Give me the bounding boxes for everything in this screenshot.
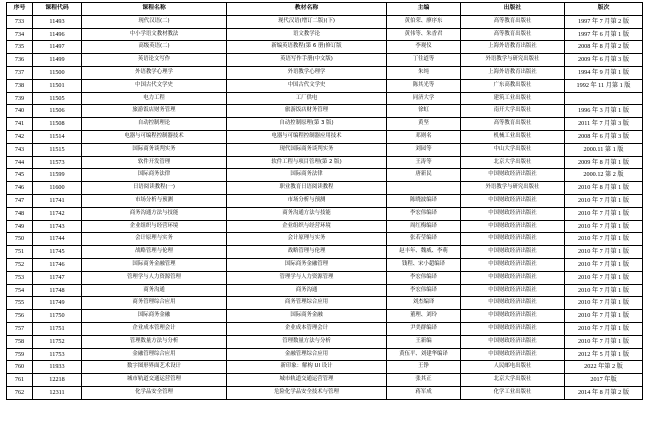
course-name-cell: 英语论文写作 — [82, 54, 227, 67]
edition-cell: 2022 年第 2 版 — [565, 361, 643, 374]
table-row — [7, 374, 643, 387]
course-code-cell: 11501 — [33, 79, 82, 92]
course-code-cell: 11753 — [33, 348, 82, 361]
editor-cell: 尹美群编译 — [387, 322, 461, 335]
edition-cell: 2010 年 7 月第 1 版 — [565, 271, 643, 284]
table-row — [7, 54, 643, 67]
publisher-cell: 高等教育出版社 — [461, 15, 565, 28]
editor-cell: 刘园等 — [387, 143, 461, 156]
course-code-cell: 11600 — [33, 182, 82, 195]
editor-cell: 徐虹 — [387, 105, 461, 118]
editor-cell: 蒋军成 — [387, 386, 461, 399]
index-cell: 755 — [7, 297, 33, 310]
edition-cell: 2009 年 6 月第 3 版 — [565, 54, 643, 67]
course-code-cell: 11745 — [33, 246, 82, 259]
publisher-cell: 人民邮电出版社 — [461, 361, 565, 374]
table-row — [7, 66, 643, 79]
table-row — [7, 118, 643, 131]
edition-cell: 1997 年 7 月第 2 版 — [565, 15, 643, 28]
index-cell: 760 — [7, 361, 33, 374]
editor-cell: 李宏伟编译 — [387, 271, 461, 284]
course-code-cell: 11743 — [33, 220, 82, 233]
index-cell: 747 — [7, 194, 33, 207]
edition-cell: 2009 年 8 月第 1 版 — [565, 156, 643, 169]
textbook-name-cell: 金融管理综合应用 — [227, 348, 387, 361]
editor-cell: 王新编 — [387, 335, 461, 348]
table-row — [7, 182, 643, 195]
publisher-cell: 中国财政经济出版社 — [461, 169, 565, 182]
course-code-cell: 12311 — [33, 386, 82, 399]
course-code-cell: 11514 — [33, 130, 82, 143]
edition-cell: 2012 年 5 月第 1 版 — [565, 348, 643, 361]
textbook-name-cell: 中国古代文学史 — [227, 79, 387, 92]
table-row — [7, 41, 643, 54]
table-row — [7, 194, 643, 207]
header-index: 序号 — [7, 3, 33, 16]
index-cell: 746 — [7, 182, 33, 195]
textbook-name-cell: 管理数量方法与分析 — [227, 335, 387, 348]
index-cell: 736 — [7, 54, 33, 67]
index-cell: 739 — [7, 92, 33, 105]
course-code-cell: 11749 — [33, 297, 82, 310]
table-body — [7, 15, 643, 399]
course-name-cell: 城市轨道交通运营管理 — [82, 374, 227, 387]
edition-cell: 2010 年 7 月第 1 版 — [565, 310, 643, 323]
textbook-name-cell: 国际商务金融管理 — [227, 258, 387, 271]
edition-cell: 1996 年 3 月第 1 版 — [565, 105, 643, 118]
publisher-cell: 北京大学出版社 — [461, 374, 565, 387]
header-textbook-name: 教材名称 — [227, 3, 387, 16]
index-cell: 758 — [7, 335, 33, 348]
course-name-cell: 化学品安全管理 — [82, 386, 227, 399]
publisher-cell: 中国财政经济出版社 — [461, 297, 565, 310]
publisher-cell: 中山大学出版社 — [461, 143, 565, 156]
course-code-cell: 11515 — [33, 143, 82, 156]
course-name-cell: 日语阅读教程(一) — [82, 182, 227, 195]
course-name-cell: 电器与可编程控制器技术 — [82, 130, 227, 143]
textbook-name-cell: 语文教学论 — [227, 28, 387, 41]
publisher-cell: 上海外语教育出版社 — [461, 41, 565, 54]
textbook-name-cell: 英语写作手册(中文版) — [227, 54, 387, 67]
index-cell: 742 — [7, 130, 33, 143]
textbook-name-cell: 城市轨道交通运营管理 — [227, 374, 387, 387]
publisher-cell: 中国财政经济出版社 — [461, 284, 565, 297]
index-cell: 762 — [7, 386, 33, 399]
publisher-cell: 广东高教出版社 — [461, 79, 565, 92]
table-row — [7, 284, 643, 297]
course-name-cell: 外语教学心理学 — [82, 66, 227, 79]
table-row — [7, 169, 643, 182]
editor-cell: 董理、刘玲 — [387, 310, 461, 323]
edition-cell: 2010 年 8 月第 1 版 — [565, 182, 643, 195]
table-row — [7, 220, 643, 233]
table-row — [7, 386, 643, 399]
editor-cell: 黄伯荣、廖序东 — [387, 15, 461, 28]
course-code-cell: 12218 — [33, 374, 82, 387]
edition-cell: 2000.12 第 2 版 — [565, 169, 643, 182]
editor-cell: 陈其光等 — [387, 79, 461, 92]
course-name-cell: 战略管理与伦理 — [82, 246, 227, 259]
edition-cell: 2017 年版 — [565, 374, 643, 387]
publisher-cell: 中国财政经济出版社 — [461, 246, 565, 259]
publisher-cell: 中国财政经济出版社 — [461, 194, 565, 207]
course-code-cell: 11497 — [33, 41, 82, 54]
course-name-cell: 电力工程 — [82, 92, 227, 105]
textbook-name-cell: 战略管理与伦理 — [227, 246, 387, 259]
textbook-name-cell: 市场分析与预测 — [227, 194, 387, 207]
edition-cell: 1997 年 6 月第 1 版 — [565, 28, 643, 41]
textbook-name-cell: 企业成本管理会计 — [227, 322, 387, 335]
index-cell: 761 — [7, 374, 33, 387]
edition-cell: 2010 年 7 月第 1 版 — [565, 246, 643, 259]
publisher-cell: 中国财政经济出版社 — [461, 348, 565, 361]
textbook-name-cell: 企业组织与经营环境 — [227, 220, 387, 233]
index-cell: 757 — [7, 322, 33, 335]
header-course-code: 课程代码 — [33, 3, 82, 16]
publisher-cell: 中国财政经济出版社 — [461, 207, 565, 220]
course-code-cell: 11493 — [33, 15, 82, 28]
course-name-cell: 国际商务法律 — [82, 169, 227, 182]
index-cell: 743 — [7, 143, 33, 156]
table-row — [7, 156, 643, 169]
editor-cell: 赵丰年、魏威、李萌 — [387, 246, 461, 259]
editor-cell: 钱程、宋小超编译 — [387, 258, 461, 271]
course-name-cell: 商务沟通 — [82, 284, 227, 297]
textbook-name-cell: 电器与可编程控制器应用技术 — [227, 130, 387, 143]
course-name-cell: 高级英语(二) — [82, 41, 227, 54]
index-cell: 753 — [7, 271, 33, 284]
publisher-cell: 中国财政经济出版社 — [461, 310, 565, 323]
edition-cell: 2010 年 7 月第 1 版 — [565, 194, 643, 207]
textbook-name-cell: 商务管理综合应用 — [227, 297, 387, 310]
editor-cell: 李宏伟编译 — [387, 284, 461, 297]
table-row — [7, 297, 643, 310]
table-row — [7, 28, 643, 41]
publisher-cell: 中国财政经济出版社 — [461, 322, 565, 335]
edition-cell: 2010 年 7 月第 1 版 — [565, 233, 643, 246]
publisher-cell: 化学工业出版社 — [461, 386, 565, 399]
textbook-name-cell: 外语教学心理学 — [227, 66, 387, 79]
header-course-name: 课程名称 — [82, 3, 227, 16]
edition-cell: 2010 年 7 月第 1 版 — [565, 258, 643, 271]
textbook-name-cell: 旅游饭店财务管理 — [227, 105, 387, 118]
course-name-cell: 市场分析与预测 — [82, 194, 227, 207]
index-cell: 741 — [7, 118, 33, 131]
textbook-name-cell: 商务沟通 — [227, 284, 387, 297]
course-name-cell: 软件开发管理 — [82, 156, 227, 169]
publisher-cell: 南开大学出版社 — [461, 105, 565, 118]
course-code-cell: 11496 — [33, 28, 82, 41]
editor-cell: 黄伟等、朱香君 — [387, 28, 461, 41]
course-code-cell: 11599 — [33, 169, 82, 182]
textbook-name-cell: 新印象：解构 UI 设计 — [227, 361, 387, 374]
editor-cell: 陈晓波编译 — [387, 194, 461, 207]
publisher-cell: 建筑工业出版社 — [461, 92, 565, 105]
edition-cell: 2010 年 7 月第 1 版 — [565, 284, 643, 297]
publisher-cell: 外语教学与研究出版社 — [461, 54, 565, 67]
editor-cell: 周红梅编译 — [387, 220, 461, 233]
editor-cell — [387, 182, 461, 195]
course-code-cell: 11506 — [33, 105, 82, 118]
edition-cell: 2010 年 7 月第 1 版 — [565, 297, 643, 310]
table-row — [7, 105, 643, 118]
table-row — [7, 271, 643, 284]
course-code-cell: 11573 — [33, 156, 82, 169]
index-cell: 745 — [7, 169, 33, 182]
publisher-cell: 高等教育出版社 — [461, 118, 565, 131]
editor-cell: 张若莹编译 — [387, 233, 461, 246]
edition-cell: 2010 年 7 月第 1 版 — [565, 220, 643, 233]
course-name-cell: 自动控制理论 — [82, 118, 227, 131]
editor-cell: 黄坚 — [387, 118, 461, 131]
course-code-cell: 11751 — [33, 322, 82, 335]
textbook-name-cell: 职业教育日语阅读教程 — [227, 182, 387, 195]
textbook-name-cell: 国际商务法律 — [227, 169, 387, 182]
edition-cell: 1992 年 11 月第 1 版 — [565, 79, 643, 92]
publisher-cell: 上海外语教育出版社 — [461, 66, 565, 79]
table-row — [7, 310, 643, 323]
textbook-name-cell: 商务沟通方法与技能 — [227, 207, 387, 220]
index-cell: 749 — [7, 220, 33, 233]
index-cell: 733 — [7, 15, 33, 28]
edition-cell: 2010 年 7 月第 1 版 — [565, 335, 643, 348]
course-code-cell: 11500 — [33, 66, 82, 79]
course-code-cell: 11750 — [33, 310, 82, 323]
course-name-cell: 国际商务金融管理 — [82, 258, 227, 271]
table-row — [7, 233, 643, 246]
index-cell: 737 — [7, 66, 33, 79]
course-name-cell: 商务管理综合应用 — [82, 297, 227, 310]
textbook-name-cell: 国际商务金融 — [227, 310, 387, 323]
edition-cell: 2010 年 7 月第 1 版 — [565, 207, 643, 220]
course-name-cell: 中国古代文学史 — [82, 79, 227, 92]
table-row — [7, 130, 643, 143]
table-row — [7, 79, 643, 92]
editor-cell: 李宏伟编译 — [387, 207, 461, 220]
course-code-cell: 11505 — [33, 92, 82, 105]
course-code-cell: 11933 — [33, 361, 82, 374]
table-row — [7, 361, 643, 374]
course-name-cell: 商务沟通方法与技能 — [82, 207, 227, 220]
index-cell: 735 — [7, 41, 33, 54]
editor-cell: 李观仪 — [387, 41, 461, 54]
index-cell: 754 — [7, 284, 33, 297]
textbook-name-cell: 新编英语教程(第 6 册)修订版 — [227, 41, 387, 54]
textbook-name-cell: 自动控制原理(第 3 版) — [227, 118, 387, 131]
table-row — [7, 15, 643, 28]
publisher-cell: 中国财政经济出版社 — [461, 271, 565, 284]
course-name-cell: 金融管理综合应用 — [82, 348, 227, 361]
index-cell: 748 — [7, 207, 33, 220]
publisher-cell: 中国财政经济出版社 — [461, 233, 565, 246]
course-code-cell: 11752 — [33, 335, 82, 348]
textbook-name-cell: 会计原理与实务 — [227, 233, 387, 246]
edition-cell — [565, 92, 643, 105]
course-name-cell: 会计原理与实务 — [82, 233, 227, 246]
index-cell: 752 — [7, 258, 33, 271]
edition-cell: 2014 年 8 月第 2 版 — [565, 386, 643, 399]
edition-cell: 2010 年 7 月第 1 版 — [565, 322, 643, 335]
index-cell: 738 — [7, 79, 33, 92]
course-code-cell: 11748 — [33, 284, 82, 297]
course-name-cell: 国际商务金融 — [82, 310, 227, 323]
course-name-cell: 现代汉语(二) — [82, 15, 227, 28]
table-row — [7, 322, 643, 335]
edition-cell: 2008 年 6 月第 3 版 — [565, 130, 643, 143]
table-row — [7, 258, 643, 271]
index-cell: 750 — [7, 233, 33, 246]
publisher-cell: 中国财政经济出版社 — [461, 258, 565, 271]
index-cell: 744 — [7, 156, 33, 169]
editor-cell: 王铮 — [387, 361, 461, 374]
course-code-cell: 11508 — [33, 118, 82, 131]
textbook-table — [6, 2, 643, 400]
table-row — [7, 207, 643, 220]
editor-cell: 邓则名 — [387, 130, 461, 143]
textbook-name-cell: 危险化学品安全技术与管理 — [227, 386, 387, 399]
textbook-name-cell: 管理学与人力资源管理 — [227, 271, 387, 284]
course-code-cell: 11741 — [33, 194, 82, 207]
index-cell: 740 — [7, 105, 33, 118]
course-name-cell: 旅游饭店财务管理 — [82, 105, 227, 118]
table-row — [7, 143, 643, 156]
course-name-cell: 管理数量方法与分析 — [82, 335, 227, 348]
course-name-cell: 企业组织与经营环境 — [82, 220, 227, 233]
table-row — [7, 348, 643, 361]
table-row — [7, 246, 643, 259]
header-edition: 版次 — [565, 3, 643, 16]
course-code-cell: 11744 — [33, 233, 82, 246]
textbook-name-cell: 现代国际商务谈判实务 — [227, 143, 387, 156]
textbook-name-cell: 现代汉语(增订二版)(下) — [227, 15, 387, 28]
publisher-cell: 机械工业出版社 — [461, 130, 565, 143]
editor-cell: 朱纯 — [387, 66, 461, 79]
editor-cell: 丁往道等 — [387, 54, 461, 67]
edition-cell: 2008 年 8 月第 2 版 — [565, 41, 643, 54]
course-name-cell: 企业成本管理会计 — [82, 322, 227, 335]
publisher-cell: 北京大学出版社 — [461, 156, 565, 169]
table-row — [7, 335, 643, 348]
header-publisher: 出版社 — [461, 3, 565, 16]
editor-cell: 王涛等 — [387, 156, 461, 169]
publisher-cell: 高等教育出版社 — [461, 28, 565, 41]
header-editor: 主编 — [387, 3, 461, 16]
publisher-cell: 中国财政经济出版社 — [461, 220, 565, 233]
edition-cell: 1994 年 9 月第 1 版 — [565, 66, 643, 79]
editor-cell: 刘杰编译 — [387, 297, 461, 310]
course-name-cell: 中小学语文教材教法 — [82, 28, 227, 41]
index-cell: 759 — [7, 348, 33, 361]
header-row — [7, 3, 643, 16]
editor-cell: 张其正 — [387, 374, 461, 387]
course-code-cell: 11742 — [33, 207, 82, 220]
course-code-cell: 11746 — [33, 258, 82, 271]
editor-cell: 同济大学 — [387, 92, 461, 105]
index-cell: 734 — [7, 28, 33, 41]
course-name-cell: 管理学与人力资源管理 — [82, 271, 227, 284]
course-code-cell: 11747 — [33, 271, 82, 284]
edition-cell: 2000.11 第 1 版 — [565, 143, 643, 156]
publisher-cell: 外语教学与研究出版社 — [461, 182, 565, 195]
course-code-cell: 11499 — [33, 54, 82, 67]
edition-cell: 2011 年 7 月第 3 版 — [565, 118, 643, 131]
table-row — [7, 92, 643, 105]
editor-cell: 唐新民 — [387, 169, 461, 182]
index-cell: 751 — [7, 246, 33, 259]
course-name-cell: 数字图形界面艺术设计 — [82, 361, 227, 374]
course-name-cell: 国际商务谈判实务 — [82, 143, 227, 156]
textbook-name-cell: 软件工程与项目管理(第 2 版) — [227, 156, 387, 169]
textbook-name-cell: 工厂供电 — [227, 92, 387, 105]
index-cell: 756 — [7, 310, 33, 323]
publisher-cell: 中国财政经济出版社 — [461, 335, 565, 348]
editor-cell: 黄伍平、刘建华编译 — [387, 348, 461, 361]
